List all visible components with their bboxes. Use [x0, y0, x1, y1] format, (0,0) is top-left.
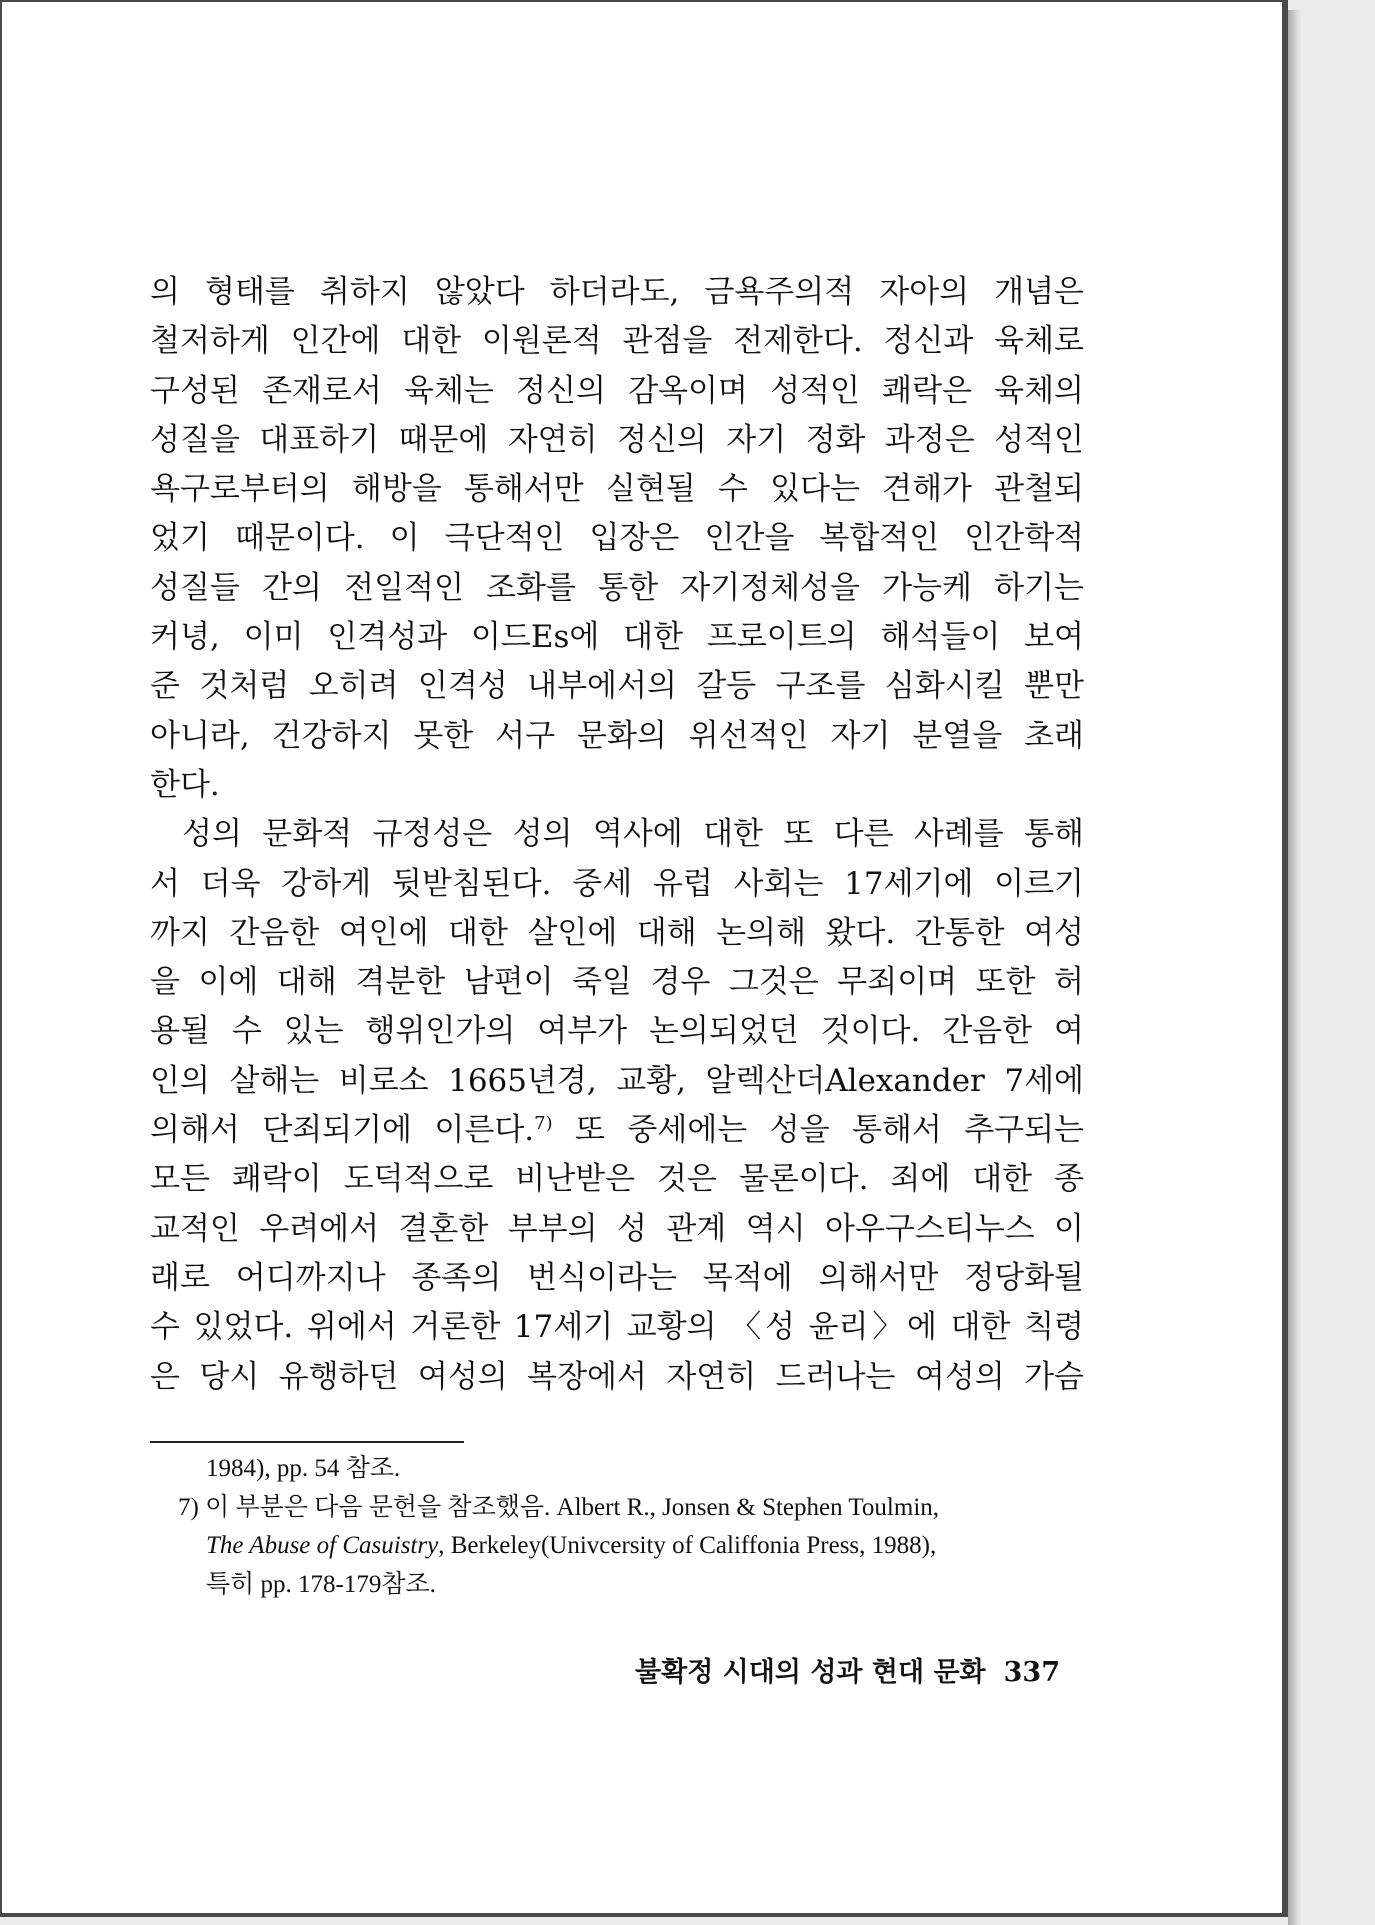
text-line: 교적인 우려에서 결혼한 부부의 성 관계 역시 아우구스티누스 이 [150, 1210, 1084, 1247]
text-line: 의 형태를 취하지 않았다 하더라도, 금욕주의적 자아의 개념은 [150, 274, 1084, 310]
footnote-7-line [150, 1527, 1088, 1566]
paragraph-start-line: 성의 문화적 규정성은 성의 역사에 대한 또 다른 사례를 통해 [182, 816, 1084, 853]
text-line: 용될 수 있는 행위인가의 여부가 논의되었던 것이다. 간음한 여 [150, 1013, 1084, 1050]
text-line-with-footnote [150, 1106, 1084, 1155]
text-line: 을 이에 대해 격분한 남편이 죽일 경우 그것은 무죄이며 또한 허 [150, 964, 1084, 1001]
text-line: 모든 쾌락이 도덕적으로 비난받은 것은 물론이다. 죄에 대한 종 [150, 1161, 1084, 1198]
text-line: 인의 살해는 비로소 1665년경, 교황, 알렉산더Alexander 7세에 [150, 1062, 1084, 1099]
body-text [150, 268, 1084, 1402]
text-line: 한다. [150, 766, 220, 803]
text-line: 성질들 간의 전일적인 조화를 통한 자기정체성을 가능케 하기는 [150, 569, 1084, 606]
running-title: 불확정 시대의 성과 현대 문화 [635, 1657, 986, 1688]
text-line: 서 더욱 강하게 뒷받침된다. 중세 유럽 사회는 17세기에 이르기 [150, 865, 1084, 902]
footnote-divider [150, 1441, 464, 1443]
footnote-7-text: , Berkeley(Univcersity of Califfonia Press, 1988), [438, 1532, 937, 1559]
text-line: 준 것처럼 오히려 인격성 내부에서의 갈등 구조를 심화시킬 뿐만 [150, 668, 1084, 705]
footnote-7-number: 7) [178, 1493, 199, 1521]
text-line: 었기 때문이다. 이 극단적인 입장은 인간을 복합적인 인간학적 [150, 520, 1084, 557]
text-line: 까지 간음한 여인에 대한 살인에 대해 논의해 왔다. 간통한 여성 [150, 914, 1084, 951]
text-line: 커녕, 이미 인격성과 이드Es에 대한 프로이트의 해석들이 보여 [150, 619, 1084, 656]
text-line: 은 당시 유행하던 여성의 복장에서 자연히 드러나는 여성의 가슴 [150, 1358, 1084, 1395]
text-line: 수 있었다. 위에서 거론한 17세기 교황의 〈성 윤리〉에 대한 칙령 [150, 1309, 1084, 1346]
page-number: 337 [1003, 1657, 1060, 1688]
footnote-continued: 1984), pp. 54 참조. [206, 1455, 401, 1482]
page-edge-shadow [1288, 10, 1302, 1925]
text-line: 욕구로부터의 해방을 통해서만 실현될 수 있다는 견해가 관철되 [150, 471, 1084, 508]
text-line: 철저하게 인간에 대한 이원론적 관점을 전제한다. 정신과 육체로 [150, 323, 1084, 360]
footnotes [150, 1450, 1088, 1604]
footnote-7-book-title: The Abuse of Casuistry [206, 1532, 439, 1559]
text-line: 래로 어디까지나 종족의 번식이라는 목적에 의해서만 정당화될 [150, 1259, 1084, 1296]
text-line: 구성된 존재로서 육체는 정신의 감옥이며 성적인 쾌락은 육체의 [150, 372, 1084, 409]
running-footer [590, 1650, 1060, 1689]
footnote-7-line: 특히 pp. 178-179참조. [206, 1570, 436, 1598]
text-line: 성질을 대표하기 때문에 자연히 정신의 자기 정화 과정은 성적인 [150, 421, 1084, 458]
text-fragment: 의해서 단죄되기에 이른다. [150, 1112, 535, 1149]
text-fragment: 또 중세에는 성을 통해서 추구되는 [575, 1112, 1085, 1149]
text-line: 아니라, 건강하지 못한 서구 문화의 위선적인 자기 분열을 초래 [150, 717, 1084, 754]
footnote-7-text: 이 부분은 다음 문헌을 참조했음. Albert R., Jonsen & Stephen Toulmin, [205, 1493, 940, 1521]
footnote-7-line [150, 1489, 1088, 1528]
footnote-ref-7[interactable]: 7) [534, 1113, 553, 1135]
